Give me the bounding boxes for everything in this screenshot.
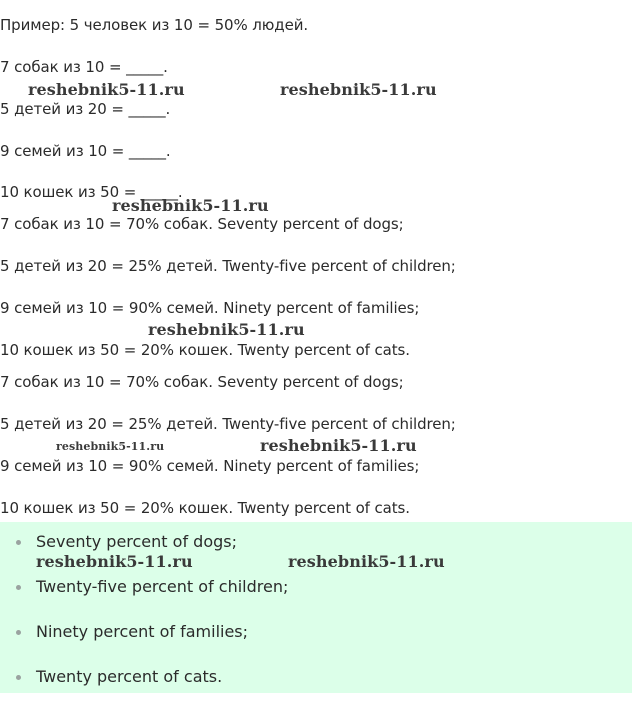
watermark: reshebnik5-11.ru	[28, 80, 185, 99]
watermark: reshebnik5-11.ru	[36, 552, 193, 571]
answer-text: Twenty percent of cats.	[36, 667, 223, 686]
solution-line: 7 собак из 10 = 70% собак. Seventy percent of dogs;	[0, 373, 404, 391]
answer-box	[0, 522, 632, 693]
watermark: reshebnik5-11.ru	[148, 320, 305, 339]
bullet-icon	[16, 585, 21, 590]
solution-line: 10 кошек из 50 = 20% кошек. Twenty percent of cats.	[0, 341, 410, 359]
watermark: reshebnik5-11.ru	[280, 80, 437, 99]
example-line: Пример: 5 человек из 10 = 50% людей.	[0, 16, 309, 34]
solution-line: 5 детей из 20 = 25% детей. Twenty-five percent of children;	[0, 257, 456, 275]
answer-text: Twenty-five percent of children;	[36, 577, 289, 596]
solution-line: 7 собак из 10 = 70% собак. Seventy percent of dogs;	[0, 215, 404, 233]
task-line: 7 собак из 10 = _____.	[0, 58, 168, 76]
task-line: 9 семей из 10 = _____.	[0, 142, 171, 160]
answer-text: Ninety percent of families;	[36, 622, 249, 641]
task-line: 10 кошек из 50 = _____.	[0, 183, 183, 201]
bullet-icon	[16, 675, 21, 680]
solution-line: 5 детей из 20 = 25% детей. Twenty-five percent of children;	[0, 415, 456, 433]
solution-line: 9 семей из 10 = 90% семей. Ninety percent of families;	[0, 457, 420, 475]
bullet-icon	[16, 540, 21, 545]
watermark: reshebnik5-11.ru	[260, 436, 417, 455]
solution-line: 9 семей из 10 = 90% семей. Ninety percent of families;	[0, 299, 420, 317]
bullet-icon	[16, 630, 21, 635]
answer-text: Seventy percent of dogs;	[36, 532, 237, 551]
watermark: reshebnik5-11.ru	[56, 440, 165, 453]
task-line: 5 детей из 20 = _____.	[0, 100, 171, 118]
watermark: reshebnik5-11.ru	[288, 552, 445, 571]
watermark: reshebnik5-11.ru	[112, 196, 269, 215]
solution-line: 10 кошек из 50 = 20% кошек. Twenty percent of cats.	[0, 499, 410, 517]
